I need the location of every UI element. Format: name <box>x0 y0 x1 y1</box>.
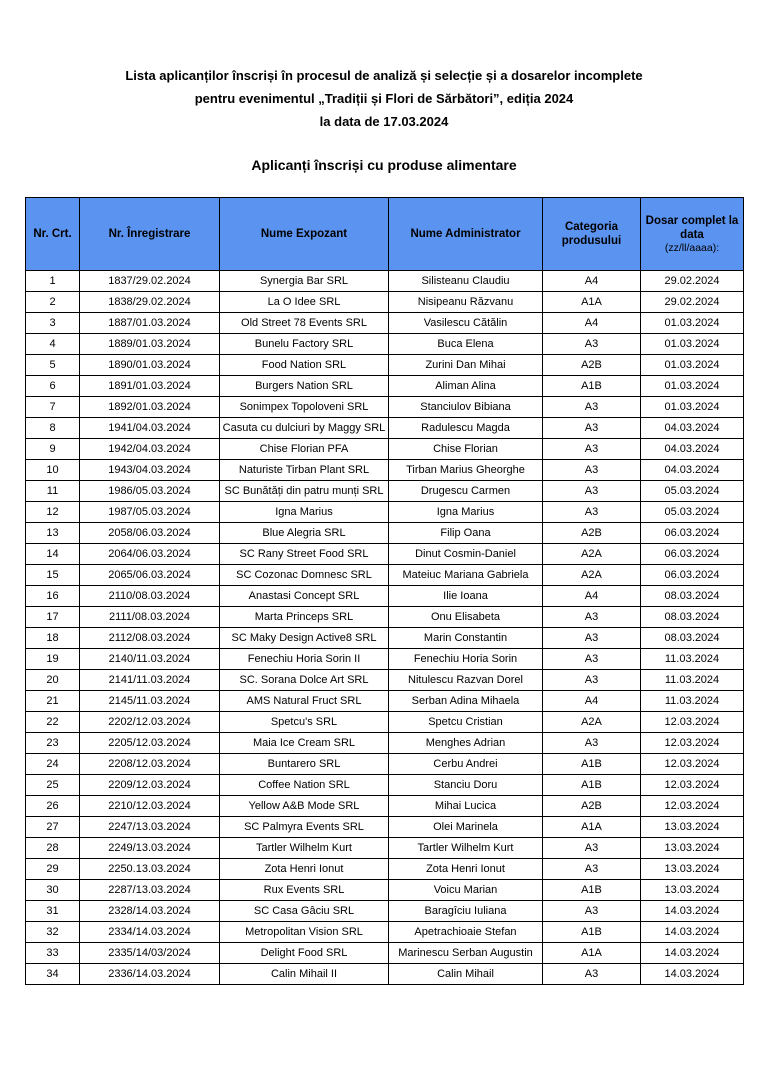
cell-nr-inregistrare: 2064/06.03.2024 <box>80 544 220 565</box>
cell-nr-crt: 27 <box>26 817 80 838</box>
cell-nume-expozant: Metropolitan Vision SRL <box>220 922 389 943</box>
cell-nr-inregistrare: 1986/05.03.2024 <box>80 481 220 502</box>
cell-nr-inregistrare: 2210/12.03.2024 <box>80 796 220 817</box>
applicants-table <box>25 197 744 985</box>
cell-nr-inregistrare: 1837/29.02.2024 <box>80 271 220 292</box>
cell-nume-expozant: SC Casa Gâciu SRL <box>220 901 389 922</box>
cell-categoria-produsului: A1B <box>543 376 641 397</box>
cell-dosar-complet-la-data: 12.03.2024 <box>641 733 744 754</box>
cell-nr-inregistrare: 1987/05.03.2024 <box>80 502 220 523</box>
table-row <box>26 439 744 460</box>
cell-categoria-produsului: A3 <box>543 481 641 502</box>
cell-nr-crt: 23 <box>26 733 80 754</box>
cell-nr-crt: 6 <box>26 376 80 397</box>
cell-nume-expozant: SC Palmyra Events SRL <box>220 817 389 838</box>
cell-nr-crt: 33 <box>26 943 80 964</box>
cell-nr-crt: 22 <box>26 712 80 733</box>
cell-nr-inregistrare: 2328/14.03.2024 <box>80 901 220 922</box>
cell-nume-administrator: Vasilescu Cătălin <box>389 313 543 334</box>
cell-categoria-produsului: A3 <box>543 838 641 859</box>
cell-nume-administrator: Onu Elisabeta <box>389 607 543 628</box>
table-row <box>26 754 744 775</box>
cell-nume-expozant: Synergia Bar SRL <box>220 271 389 292</box>
cell-nr-crt: 2 <box>26 292 80 313</box>
cell-nr-crt: 3 <box>26 313 80 334</box>
cell-dosar-complet-la-data: 14.03.2024 <box>641 943 744 964</box>
cell-dosar-complet-la-data: 14.03.2024 <box>641 922 744 943</box>
cell-nr-inregistrare: 2058/06.03.2024 <box>80 523 220 544</box>
cell-nume-expozant: SC Rany Street Food SRL <box>220 544 389 565</box>
cell-nume-administrator: Ilie Ioana <box>389 586 543 607</box>
cell-nume-administrator: Apetrachioaie Stefan <box>389 922 543 943</box>
cell-nr-inregistrare: 1890/01.03.2024 <box>80 355 220 376</box>
table-row <box>26 565 744 586</box>
header-dosar-complet-label: Dosar complet la data <box>645 214 739 241</box>
cell-dosar-complet-la-data: 13.03.2024 <box>641 838 744 859</box>
cell-nr-crt: 9 <box>26 439 80 460</box>
cell-nr-inregistrare: 2111/08.03.2024 <box>80 607 220 628</box>
document-title-line-3: la data de 17.03.2024 <box>319 114 449 129</box>
cell-nume-administrator: Mateiuc Mariana Gabriela <box>389 565 543 586</box>
cell-nr-inregistrare: 2287/13.03.2024 <box>80 880 220 901</box>
cell-nume-expozant: Burgers Nation SRL <box>220 376 389 397</box>
cell-nume-administrator: Voicu Marian <box>389 880 543 901</box>
cell-nr-inregistrare: 2141/11.03.2024 <box>80 670 220 691</box>
document-title <box>0 64 768 133</box>
cell-nr-inregistrare: 2209/12.03.2024 <box>80 775 220 796</box>
cell-dosar-complet-la-data: 08.03.2024 <box>641 607 744 628</box>
cell-nr-inregistrare: 2065/06.03.2024 <box>80 565 220 586</box>
cell-nume-administrator: Spetcu Cristian <box>389 712 543 733</box>
cell-dosar-complet-la-data: 11.03.2024 <box>641 691 744 712</box>
cell-dosar-complet-la-data: 06.03.2024 <box>641 565 744 586</box>
cell-nume-administrator: Aliman Alina <box>389 376 543 397</box>
cell-categoria-produsului: A4 <box>543 691 641 712</box>
cell-nr-inregistrare: 1943/04.03.2024 <box>80 460 220 481</box>
table-row <box>26 670 744 691</box>
cell-nume-expozant: Igna Marius <box>220 502 389 523</box>
table-row <box>26 733 744 754</box>
cell-nr-inregistrare: 2145/11.03.2024 <box>80 691 220 712</box>
cell-categoria-produsului: A1B <box>543 775 641 796</box>
cell-dosar-complet-la-data: 12.03.2024 <box>641 796 744 817</box>
cell-nume-expozant: Yellow A&B Mode SRL <box>220 796 389 817</box>
cell-categoria-produsului: A1B <box>543 880 641 901</box>
table-row <box>26 775 744 796</box>
cell-nume-expozant: Food Nation SRL <box>220 355 389 376</box>
cell-dosar-complet-la-data: 01.03.2024 <box>641 355 744 376</box>
cell-nume-expozant: Coffee Nation SRL <box>220 775 389 796</box>
table-row <box>26 838 744 859</box>
table-row <box>26 376 744 397</box>
table-row <box>26 355 744 376</box>
cell-dosar-complet-la-data: 29.02.2024 <box>641 292 744 313</box>
header-dosar-complet <box>641 198 744 271</box>
cell-nr-crt: 25 <box>26 775 80 796</box>
cell-nume-expozant: Chise Florian PFA <box>220 439 389 460</box>
cell-dosar-complet-la-data: 04.03.2024 <box>641 418 744 439</box>
cell-nr-crt: 31 <box>26 901 80 922</box>
cell-categoria-produsului: A1A <box>543 292 641 313</box>
cell-categoria-produsului: A3 <box>543 607 641 628</box>
cell-dosar-complet-la-data: 06.03.2024 <box>641 544 744 565</box>
cell-nume-expozant: SC Maky Design Active8 SRL <box>220 628 389 649</box>
cell-categoria-produsului: A2A <box>543 544 641 565</box>
table-body <box>26 271 744 985</box>
document-title-line-1: Lista aplicanților înscriși în procesul de analiză și selecție și a dosarelor incomplete <box>125 68 643 83</box>
cell-nr-inregistrare: 2336/14.03.2024 <box>80 964 220 985</box>
cell-nr-crt: 19 <box>26 649 80 670</box>
cell-nume-expozant: Old Street 78 Events SRL <box>220 313 389 334</box>
cell-nr-inregistrare: 2110/08.03.2024 <box>80 586 220 607</box>
cell-dosar-complet-la-data: 13.03.2024 <box>641 859 744 880</box>
cell-categoria-produsului: A4 <box>543 271 641 292</box>
header-categoria-produsului: Categoria produsului <box>543 198 641 271</box>
table-row <box>26 523 744 544</box>
cell-categoria-produsului: A3 <box>543 964 641 985</box>
cell-nr-crt: 11 <box>26 481 80 502</box>
cell-nr-inregistrare: 1891/01.03.2024 <box>80 376 220 397</box>
cell-nr-crt: 28 <box>26 838 80 859</box>
table-row <box>26 544 744 565</box>
cell-nume-administrator: Mihai Lucica <box>389 796 543 817</box>
table-row <box>26 628 744 649</box>
table-row <box>26 586 744 607</box>
cell-categoria-produsului: A1A <box>543 817 641 838</box>
cell-categoria-produsului: A3 <box>543 418 641 439</box>
cell-categoria-produsului: A3 <box>543 649 641 670</box>
cell-nume-expozant: Zota Henri Ionut <box>220 859 389 880</box>
cell-dosar-complet-la-data: 12.03.2024 <box>641 712 744 733</box>
table-row <box>26 460 744 481</box>
cell-nume-expozant: SC. Sorana Dolce Art SRL <box>220 670 389 691</box>
table-row <box>26 712 744 733</box>
cell-nr-inregistrare: 2202/12.03.2024 <box>80 712 220 733</box>
cell-nume-administrator: Olei Marinela <box>389 817 543 838</box>
cell-nr-crt: 26 <box>26 796 80 817</box>
cell-categoria-produsului: A3 <box>543 670 641 691</box>
cell-nume-expozant: Buntarero SRL <box>220 754 389 775</box>
header-nume-administrator: Nume Administrator <box>389 198 543 271</box>
cell-categoria-produsului: A4 <box>543 313 641 334</box>
cell-categoria-produsului: A1A <box>543 943 641 964</box>
cell-nume-expozant: Sonimpex Topoloveni SRL <box>220 397 389 418</box>
cell-nume-administrator: Fenechiu Horia Sorin <box>389 649 543 670</box>
table-row <box>26 481 744 502</box>
cell-nume-expozant: Fenechiu Horia Sorin II <box>220 649 389 670</box>
cell-categoria-produsului: A2B <box>543 796 641 817</box>
table-header-row <box>26 198 744 271</box>
cell-categoria-produsului: A3 <box>543 460 641 481</box>
cell-nume-administrator: Zota Henri Ionut <box>389 859 543 880</box>
document-title-line-2: pentru evenimentul „Tradiții și Flori de Sărbători”, ediția 2024 <box>194 91 574 106</box>
table-row <box>26 922 744 943</box>
cell-categoria-produsului: A3 <box>543 733 641 754</box>
cell-categoria-produsului: A4 <box>543 586 641 607</box>
cell-dosar-complet-la-data: 06.03.2024 <box>641 523 744 544</box>
cell-nr-inregistrare: 2250.13.03.2024 <box>80 859 220 880</box>
table-row <box>26 397 744 418</box>
cell-nume-expozant: Blue Alegria SRL <box>220 523 389 544</box>
table-row <box>26 796 744 817</box>
cell-nume-expozant: Maia Ice Cream SRL <box>220 733 389 754</box>
cell-dosar-complet-la-data: 29.02.2024 <box>641 271 744 292</box>
cell-dosar-complet-la-data: 14.03.2024 <box>641 901 744 922</box>
cell-dosar-complet-la-data: 08.03.2024 <box>641 586 744 607</box>
cell-nume-expozant: Anastasi Concept SRL <box>220 586 389 607</box>
cell-nr-inregistrare: 2247/13.03.2024 <box>80 817 220 838</box>
cell-nume-administrator: Tartler Wilhelm Kurt <box>389 838 543 859</box>
table-row <box>26 649 744 670</box>
cell-dosar-complet-la-data: 11.03.2024 <box>641 649 744 670</box>
cell-nr-crt: 5 <box>26 355 80 376</box>
cell-nr-crt: 17 <box>26 607 80 628</box>
cell-nume-administrator: Buca Elena <box>389 334 543 355</box>
cell-nume-administrator: Filip Oana <box>389 523 543 544</box>
cell-categoria-produsului: A2A <box>543 565 641 586</box>
cell-nr-inregistrare: 2335/14/03/2024 <box>80 943 220 964</box>
cell-categoria-produsului: A1B <box>543 754 641 775</box>
table-row <box>26 271 744 292</box>
cell-nr-crt: 29 <box>26 859 80 880</box>
cell-dosar-complet-la-data: 13.03.2024 <box>641 880 744 901</box>
cell-nume-expozant: Tartler Wilhelm Kurt <box>220 838 389 859</box>
table-row <box>26 691 744 712</box>
table-row <box>26 859 744 880</box>
cell-nr-crt: 18 <box>26 628 80 649</box>
cell-nr-crt: 1 <box>26 271 80 292</box>
cell-nume-administrator: Stanciulov Bibiana <box>389 397 543 418</box>
cell-nr-inregistrare: 1941/04.03.2024 <box>80 418 220 439</box>
cell-nume-administrator: Zurini Dan Mihai <box>389 355 543 376</box>
cell-nr-inregistrare: 2205/12.03.2024 <box>80 733 220 754</box>
cell-nr-inregistrare: 1887/01.03.2024 <box>80 313 220 334</box>
cell-dosar-complet-la-data: 12.03.2024 <box>641 754 744 775</box>
cell-nr-inregistrare: 2140/11.03.2024 <box>80 649 220 670</box>
table-row <box>26 334 744 355</box>
cell-nume-administrator: Baragîciu Iuliana <box>389 901 543 922</box>
cell-nume-expozant: Calin Mihail II <box>220 964 389 985</box>
header-nr-inregistrare: Nr. Înregistrare <box>80 198 220 271</box>
cell-nr-inregistrare: 1892/01.03.2024 <box>80 397 220 418</box>
cell-dosar-complet-la-data: 14.03.2024 <box>641 964 744 985</box>
cell-nume-administrator: Dinut Cosmin-Daniel <box>389 544 543 565</box>
cell-nr-crt: 12 <box>26 502 80 523</box>
cell-categoria-produsului: A2A <box>543 712 641 733</box>
table-row <box>26 502 744 523</box>
cell-dosar-complet-la-data: 04.03.2024 <box>641 439 744 460</box>
cell-nume-administrator: Cerbu Andrei <box>389 754 543 775</box>
header-nr-crt: Nr. Crt. <box>26 198 80 271</box>
header-nume-expozant: Nume Expozant <box>220 198 389 271</box>
cell-categoria-produsului: A1B <box>543 922 641 943</box>
cell-nr-crt: 10 <box>26 460 80 481</box>
cell-dosar-complet-la-data: 13.03.2024 <box>641 817 744 838</box>
cell-nume-administrator: Marin Constantin <box>389 628 543 649</box>
cell-nume-administrator: Drugescu Carmen <box>389 481 543 502</box>
cell-nume-expozant: La O Idee SRL <box>220 292 389 313</box>
header-dosar-complet-note: (zz/ll/aaaa): <box>664 241 720 254</box>
cell-categoria-produsului: A3 <box>543 502 641 523</box>
cell-nr-inregistrare: 2249/13.03.2024 <box>80 838 220 859</box>
cell-dosar-complet-la-data: 01.03.2024 <box>641 334 744 355</box>
cell-nr-crt: 32 <box>26 922 80 943</box>
cell-nr-inregistrare: 2334/14.03.2024 <box>80 922 220 943</box>
cell-nr-crt: 20 <box>26 670 80 691</box>
table-row <box>26 901 744 922</box>
cell-categoria-produsului: A3 <box>543 628 641 649</box>
cell-nume-expozant: Rux Events SRL <box>220 880 389 901</box>
cell-nume-expozant: SC Bunătăți din patru munți SRL <box>220 481 389 502</box>
cell-dosar-complet-la-data: 01.03.2024 <box>641 376 744 397</box>
cell-nr-crt: 14 <box>26 544 80 565</box>
table-row <box>26 964 744 985</box>
cell-categoria-produsului: A2B <box>543 355 641 376</box>
cell-nr-crt: 21 <box>26 691 80 712</box>
cell-nume-administrator: Nitulescu Razvan Dorel <box>389 670 543 691</box>
cell-dosar-complet-la-data: 01.03.2024 <box>641 313 744 334</box>
cell-nume-administrator: Nisipeanu Răzvanu <box>389 292 543 313</box>
cell-nr-inregistrare: 2112/08.03.2024 <box>80 628 220 649</box>
cell-nume-administrator: Radulescu Magda <box>389 418 543 439</box>
table-row <box>26 943 744 964</box>
cell-dosar-complet-la-data: 05.03.2024 <box>641 481 744 502</box>
cell-nume-expozant: Bunelu Factory SRL <box>220 334 389 355</box>
cell-nr-inregistrare: 1838/29.02.2024 <box>80 292 220 313</box>
cell-nume-expozant: Naturiste Tirban Plant SRL <box>220 460 389 481</box>
cell-nume-administrator: Silisteanu Claudiu <box>389 271 543 292</box>
cell-nume-expozant: Delight Food SRL <box>220 943 389 964</box>
cell-nume-expozant: AMS Natural Fruct SRL <box>220 691 389 712</box>
section-title: Aplicanți înscriși cu produse alimentare <box>251 157 517 173</box>
cell-nr-crt: 8 <box>26 418 80 439</box>
cell-dosar-complet-la-data: 04.03.2024 <box>641 460 744 481</box>
cell-nr-crt: 13 <box>26 523 80 544</box>
cell-nr-crt: 15 <box>26 565 80 586</box>
cell-categoria-produsului: A3 <box>543 901 641 922</box>
cell-nume-administrator: Menghes Adrian <box>389 733 543 754</box>
cell-dosar-complet-la-data: 12.03.2024 <box>641 775 744 796</box>
cell-nume-administrator: Tirban Marius Gheorghe <box>389 460 543 481</box>
cell-nume-administrator: Serban Adina Mihaela <box>389 691 543 712</box>
cell-nr-crt: 16 <box>26 586 80 607</box>
cell-nume-administrator: Igna Marius <box>389 502 543 523</box>
cell-nr-inregistrare: 1942/04.03.2024 <box>80 439 220 460</box>
cell-categoria-produsului: A3 <box>543 334 641 355</box>
table-row <box>26 313 744 334</box>
cell-dosar-complet-la-data: 11.03.2024 <box>641 670 744 691</box>
cell-categoria-produsului: A3 <box>543 397 641 418</box>
cell-nume-administrator: Marinescu Serban Augustin <box>389 943 543 964</box>
table-row <box>26 880 744 901</box>
cell-nr-inregistrare: 1889/01.03.2024 <box>80 334 220 355</box>
table-row <box>26 418 744 439</box>
cell-nr-crt: 34 <box>26 964 80 985</box>
cell-nume-expozant: Marta Princeps SRL <box>220 607 389 628</box>
cell-dosar-complet-la-data: 05.03.2024 <box>641 502 744 523</box>
cell-nr-crt: 4 <box>26 334 80 355</box>
cell-categoria-produsului: A3 <box>543 439 641 460</box>
cell-categoria-produsului: A3 <box>543 859 641 880</box>
cell-nr-inregistrare: 2208/12.03.2024 <box>80 754 220 775</box>
cell-nume-expozant: Spetcu's SRL <box>220 712 389 733</box>
cell-dosar-complet-la-data: 01.03.2024 <box>641 397 744 418</box>
cell-nume-expozant: SC Cozonac Domnesc SRL <box>220 565 389 586</box>
table-row <box>26 817 744 838</box>
cell-nume-administrator: Stanciu Doru <box>389 775 543 796</box>
cell-categoria-produsului: A2B <box>543 523 641 544</box>
table-row <box>26 607 744 628</box>
cell-nr-crt: 30 <box>26 880 80 901</box>
table-row <box>26 292 744 313</box>
cell-nr-crt: 7 <box>26 397 80 418</box>
table-header <box>26 198 744 271</box>
cell-nume-expozant: Casuta cu dulciuri by Maggy SRL <box>220 418 389 439</box>
cell-nume-administrator: Chise Florian <box>389 439 543 460</box>
cell-nr-crt: 24 <box>26 754 80 775</box>
cell-dosar-complet-la-data: 08.03.2024 <box>641 628 744 649</box>
cell-nume-administrator: Calin Mihail <box>389 964 543 985</box>
